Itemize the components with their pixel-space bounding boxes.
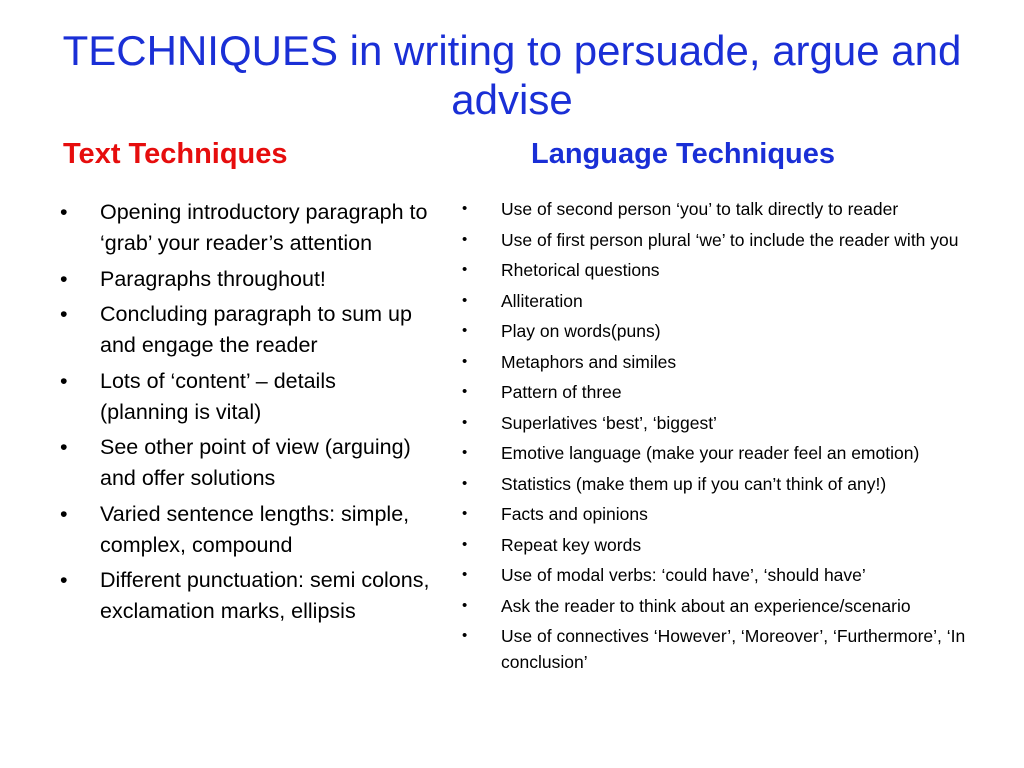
list-item-text: Superlatives ‘best’, ‘biggest’ <box>501 412 717 433</box>
bullet-icon: • <box>462 261 468 278</box>
list-item-text: Paragraphs throughout! <box>100 266 326 291</box>
list-item-text: Concluding paragraph to sum up and engage the reader <box>100 302 412 357</box>
bullet-icon: • <box>60 266 68 291</box>
text-techniques-list <box>60 197 430 632</box>
bullet-icon: • <box>462 505 468 522</box>
list-item-text: Varied sentence lengths: simple, complex, compound <box>100 501 410 557</box>
bullet-icon: • <box>462 230 468 248</box>
list-item <box>462 501 1002 527</box>
list-item <box>60 565 430 627</box>
list-item-text: Different punctuation: semi colons, exclamation marks, ellipsis <box>100 568 430 623</box>
list-item <box>462 623 1002 675</box>
list-item-text: Statistics (make them up if you can’t think of any!) <box>501 473 887 494</box>
bullet-icon: • <box>462 383 468 400</box>
list-item <box>462 349 1002 375</box>
list-item-text: Facts and opinions <box>501 504 648 524</box>
list-item <box>60 366 430 428</box>
list-item <box>462 593 1002 619</box>
bullet-icon: • <box>462 322 468 339</box>
bullet-icon: • <box>60 435 68 459</box>
list-item-text: See other point of view (arguing) and offer solutions <box>100 435 411 490</box>
list-item <box>462 288 1002 314</box>
language-techniques-list <box>462 196 1002 680</box>
list-item-text: Use of connectives ‘However’, ‘Moreover’, ‘Furthermore’, ‘In conclusion’ <box>501 626 966 672</box>
list-item <box>462 318 1002 344</box>
bullet-icon: • <box>462 291 468 309</box>
bullet-icon: • <box>60 368 68 393</box>
list-item <box>60 197 430 259</box>
list-item-text: Use of first person plural ‘we’ to include the reader with you <box>501 229 959 250</box>
list-item <box>462 532 1002 558</box>
list-item-text: Ask the reader to think about an experience/scenario <box>501 595 911 616</box>
bullet-icon: • <box>462 474 468 492</box>
bullet-icon: • <box>60 501 68 526</box>
list-item <box>60 499 430 561</box>
bullet-icon: • <box>60 302 68 326</box>
list-item <box>60 432 430 494</box>
list-item <box>462 257 1002 283</box>
language-techniques-heading: Language Techniques <box>531 138 836 170</box>
list-item-text: Rhetorical questions <box>501 260 660 280</box>
list-item <box>462 562 1002 588</box>
bullet-icon: • <box>462 535 468 553</box>
list-item-text: Repeat key words <box>501 534 642 555</box>
slide-title: TECHNIQUES in writing to persuade, argue and advise <box>62 27 962 123</box>
bullet-icon: • <box>462 200 468 217</box>
list-item-text: Use of second person ‘you’ to talk directly to reader <box>501 199 899 219</box>
list-item <box>462 410 1002 436</box>
text-techniques-heading: Text Techniques <box>63 138 288 170</box>
bullet-icon: • <box>462 596 468 614</box>
bullet-icon: • <box>462 627 468 644</box>
list-item-text: Use of modal verbs: ‘could have’, ‘should have’ <box>501 565 866 585</box>
bullet-icon: • <box>462 352 468 370</box>
bullet-icon: • <box>462 566 468 583</box>
bullet-icon: • <box>60 568 68 592</box>
list-item-text: Play on words(puns) <box>501 321 661 341</box>
list-item-text: Pattern of three <box>501 382 622 402</box>
list-item-text: Lots of ‘content’ – details (planning is vital) <box>100 368 336 424</box>
bullet-icon: • <box>462 413 468 431</box>
bullet-icon: • <box>60 200 68 224</box>
list-item-text: Emotive language (make your reader feel an emotion) <box>501 443 920 463</box>
list-item <box>462 440 1002 466</box>
list-item <box>462 379 1002 405</box>
list-item-text: Metaphors and similes <box>501 351 677 372</box>
list-item-text: Opening introductory paragraph to ‘grab’ your reader’s attention <box>100 200 428 255</box>
list-item <box>462 227 1002 253</box>
list-item <box>462 471 1002 497</box>
list-item <box>462 196 1002 222</box>
list-item <box>60 299 430 361</box>
list-item <box>60 264 430 295</box>
bullet-icon: • <box>462 444 468 461</box>
list-item-text: Alliteration <box>501 290 583 311</box>
